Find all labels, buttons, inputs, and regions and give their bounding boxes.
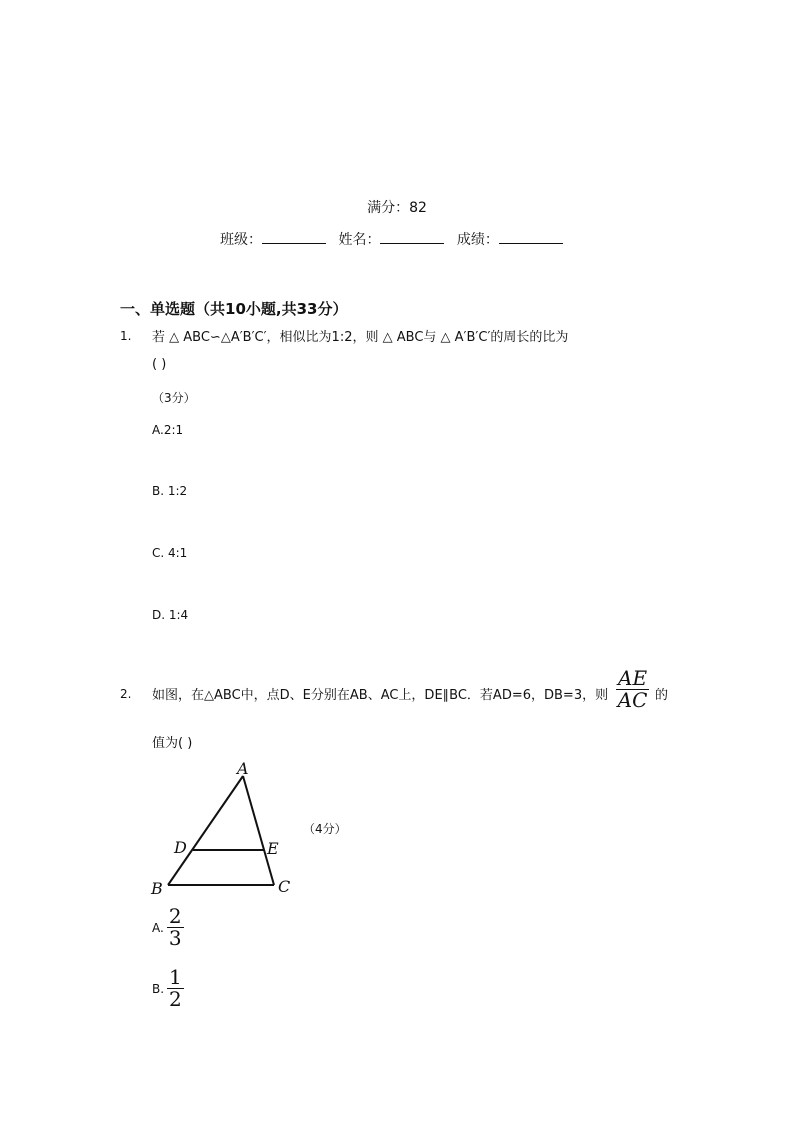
q2-points: （4分）	[303, 822, 347, 836]
q2-option-a-denominator: 3	[168, 926, 182, 950]
student-info-line	[220, 229, 571, 249]
grade-blank	[499, 231, 563, 244]
q1-number: 1.	[120, 329, 132, 343]
q2-option-b-numerator: 1	[169, 965, 182, 989]
side-ab	[168, 776, 243, 885]
q1-option-d: D. 1:4	[152, 608, 189, 622]
q2-text-after: 的	[655, 688, 669, 703]
q2-option-b	[152, 967, 184, 1010]
q2-option-a	[152, 906, 184, 949]
q2-option-b-label: B.	[152, 981, 165, 996]
q1-text: 若 △ ABC∽△A′B′C′，相似比为1:2，则 △ ABC与 △ A′B′C′的周长的比为	[152, 330, 569, 345]
q1-option-b: B. 1:2	[152, 484, 188, 498]
q1-paren: ( )	[152, 357, 167, 372]
total-score: 满分：82	[367, 200, 427, 216]
side-ac	[243, 776, 274, 885]
q1-option-c: C. 4:1	[152, 546, 188, 560]
label-c: C	[278, 877, 291, 896]
q2-number: 2.	[120, 687, 132, 701]
name-label: 姓名：	[338, 232, 381, 248]
q2-text: 如图，在△ABC中，点D、E分别在AB、AC上，DE∥BC．若AD=6，DB=3，则	[152, 688, 609, 703]
q1-option-a: A.2:1	[152, 423, 184, 437]
q2-option-a-numerator: 2	[168, 904, 182, 928]
q1-points: （3分）	[152, 391, 196, 405]
class-blank	[262, 231, 326, 244]
label-a: A	[237, 759, 249, 778]
grade-label: 成绩：	[456, 232, 499, 248]
q2-fraction-numerator: AE	[618, 666, 648, 690]
q2-option-a-label: A.	[152, 920, 164, 935]
q2-fraction-ae-ac	[616, 668, 649, 711]
label-e: E	[267, 839, 279, 858]
label-b: B	[151, 879, 163, 898]
name-blank	[380, 231, 444, 244]
q2-option-b-denominator: 2	[169, 987, 182, 1011]
section-title: 一、单选题（共10小题,共33分）	[120, 300, 348, 318]
q2-text-line2: 值为( )	[152, 736, 193, 751]
q2-fraction-denominator: AC	[617, 688, 648, 712]
label-d: D	[174, 838, 187, 857]
triangle-figure	[146, 758, 306, 898]
class-label: 班级：	[220, 232, 262, 248]
